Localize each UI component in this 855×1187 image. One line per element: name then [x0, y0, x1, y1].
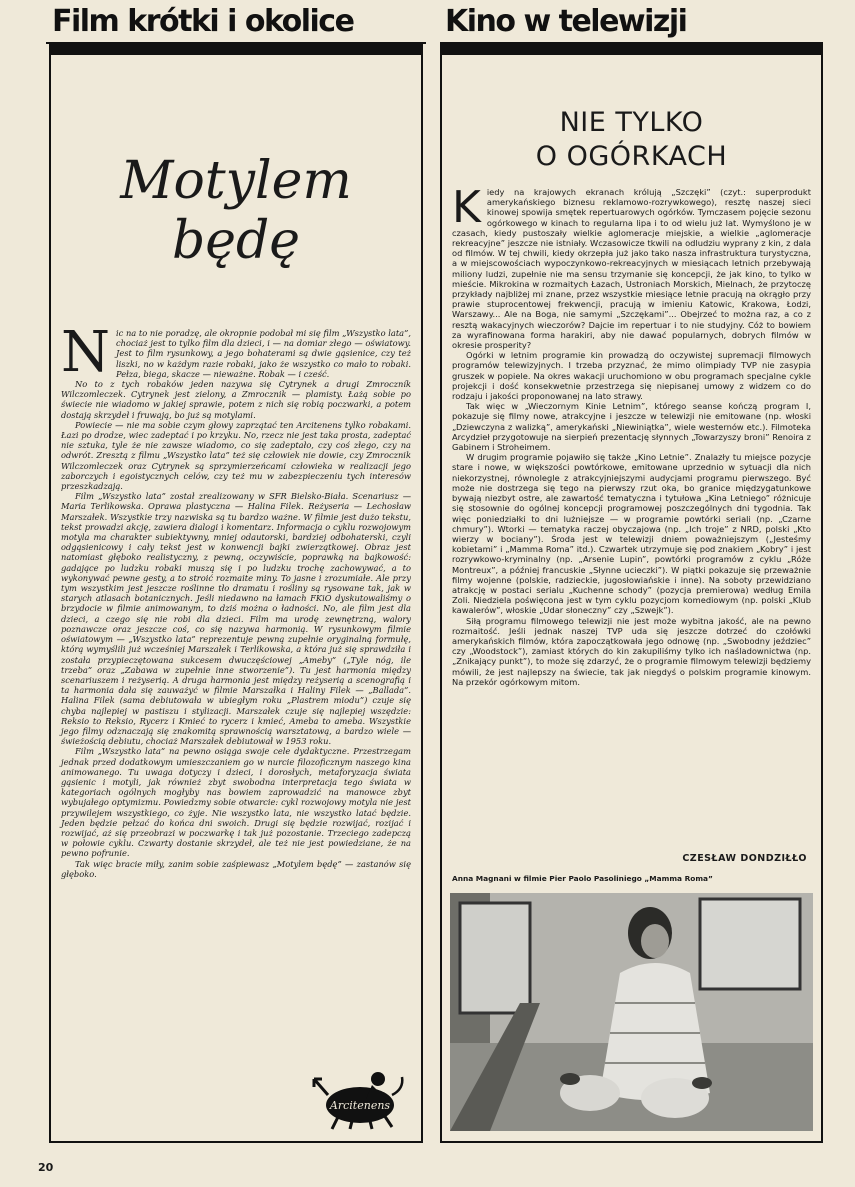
photo-caption: Anna Magnani w filmie Pier Paolo Pasoliniego „Mamma Roma” [452, 874, 713, 883]
article-body [61, 320, 411, 879]
drop-cap: N [61, 320, 110, 385]
author-name: CZESŁAW DONDZIŁŁO [682, 853, 807, 864]
film-still-image [450, 893, 813, 1131]
page-number: 20 [38, 1161, 54, 1174]
column-top-bar [51, 45, 421, 55]
paragraph: ic na to nie poradzę, ale okropnie podobał mi się film „Wszystko lata”, chociaż jest to tylko film dla dzieci, i — na domiar złego — oświatowy. Jest to film rysunkowy, a jego bohaterami są dwie gąsienice, czy też liszki, no w każdym razie robaki, jako że wszystko co mało to robaki. Pełza, biega, skacze — nieważne. Robak — i cześć. [116, 328, 411, 379]
paragraph: Powiecie — nie ma sobie czym głowy zaprzątać ten Arcitenens tylko robakami. Łazi po drodze, wiec zadeptać i po krzyku. No, rzecz nie jest taka prosta, zadeptać nie sztuka, tyle że nie zawsze wiadomo, co się zadeptało, czy coś złego, czy na odwrót. Zresztą z filmu „Wszystko lata” też się człowiek nie dowie, czy Zmrocznik Wilczomleczek oraz Cytrynek są sprzymierzeńcami człowieka w realizacji jego zaborczych i egoistycznych celów, czy też mu w zabezpieczeniu tych interesów przeszkadzają. [61, 419, 411, 492]
article-title-line1: Motylem [120, 151, 352, 211]
paragraph: iedy na krajowych ekranach królują „Szczęki” (czyt.: superprodukt amerykańskiego biznesu reklamowo-rozrywkowego), resztę naszej sieci kinowej spowija smętek repertuarowych ogórków. Tymczasem pojęcie sezonu ogórkowego w kinach to regularna lipa i to od wielu już lat. Wymyślono je w czasach, kiedy pustoszały wielkie aglomeracje miejskie, a wielkie „aglomeracje rekreacyjne” jeszcze nie istniały. Wczasowicze tkwili na odludziu wyprany z kin, z dala od filmów. W tej chwili, kiedy okrzepła już jako tako nasza infrastruktura turystyczna, a w miejscowościach wypoczynkowo-rekreacyjnych w miesiącach letnich przebywają miliony ludzi, zupełnie nie ma sensu trzymanie się koncepcji, że jak kino, to tylko w mieście. Mikrokina w rozmaitych Łazach, Ustroniach Morskich, Mielnach, że przytoczę przykłady najbliżej mi znane, przez wszystkie miesiące letnie pracują na okrągło przy prawie stuprocentowej frekwencji, pracują w imieniu Katowic, Krakowa, Łodzi, Warszawy... Ale na Boga, nie samymi „Szczękami”... Obejrzeć to można raz, a co z resztą wakacyjnych wieczorów? Dajcie im repertuar i to nie studyjny. Cóż to bowiem za wyrafinowana forma harakiri, aby nie dawać popularnych, dobrych filmów w okresie prosperity? [452, 187, 811, 351]
paragraph: Film „Wszystko lata” został zrealizowany w SFR Bielsko-Biała. Scenariusz — Maria Terlikowska. Oprawa plastyczna — Halina Filek. Reżyseria — Lechosław Marszałek. Wszystkie trzy nazwiska są tu bardzo ważne. W filmie jest dużo tekstu, tekst prowadzi akcję, zawiera dialogi i komentarz. Informacja o cyklu rozwojowym motyla ma charakter subiektywny, mniej odautorski, bardziej odbohaterski, czyli odgąsienicowy i cały tekst jest w konwencji bajki zwierzątkowej. Obraz jest natomiast głęboko realistyczny, z pewną, oczywiście, poprawką na bajkowość: gadające po ludzku robaki muszą się i po ludzku trochę zachowywać, a to wykonywać pewne gesty, a to stroić rozmaite miny. To jasne i zrozumiałe. Ale przy tym wszystkim jest jeszcze roślinne tło dramatu i rośliny są rysowane tak, jak w starych atlasach botanicznych. Jeśli niedawno na łamach FKiO dyskutowaliśmy o brzydocie w filmie animowanym, to dziś można o ładności. No, ale film jest dla dzieci, a czego się nie robi dla dzieci. Film ma urodę zewnętrzną, walory poznawcze oraz jeszcze coś, co się nazywa harmonią. W rysunkowym filmie oświatowym — „Wszystko lata” reprezentuje pewną zupełnie oryginalną formułę, którą wymyślili już wcześniej Marszałek i Terlikowska, a która już się sprawdziła i została przypieczętowana sukcesem dwuczęściowej „Ameby” („Tyle nóg, ile trzeba” oraz „Zabawa w zupełnie inne stworzenie”). Tu jest harmonia między scenariuszem i reżyserią. A druga harmonia jest między reżyserią a scenografią i ta harmonia dała się zauważyć w filmie Marszałka i Haliny Filek — „Ballada”. Halina Filek (sama debiutowała w ubiegłym roku „Plastrem miodu”) czuje się chyba najlepiej w pastiszu i stylizacji. Marszałek czuje się najlepiej wszędzie: Reksio to Reksio, Rycerz i Kmieć to rycerz i kmieć, Ameba to ameba. Wszystkie jego filmy odznaczają się znakomitą sprawnością warsztatową, a bardzo wiele — świeżością debiutu, chociaż Marszałek debiutował w 1953 roku. [61, 491, 411, 747]
film-still-photo [450, 893, 813, 1131]
section-header-left: Film krótki i okolice [52, 4, 354, 39]
paragraph: Ogórki w letnim programie kin prowadzą do oczywistej supremacji filmowych programów telewizyjnych. I trzeba przyznać, że mimo olimpiady TVP nie zasypia gruszek w popiele. Na okres wakacji uruchomiono w obu programach specjalne cykle projekcji i dość konsekwetnie przestrzega się niepisanej umowy z widzem co do rodzaju i jakości proponowanej na lato strawy. [452, 350, 811, 402]
left-article [49, 43, 423, 1143]
paragraph: Siłą programu filmowego telewizji nie jest może wybitna jakość, ale na pewno rozmaitość. Jeśli jednak naszej TVP uda się jeszcze dotrzeć do czołówki amerykańskich filmów, która zapoczątkowała jego odnowę (np. „Swobodny jeździec” czy „Woodstock”), zamiast których do kin zakupiliśmy tylko ich naśladownictwa (np. „Znikający punkt”), to może się zdarzyć, że o programie filmowym telewizji będziemy mówili, że jest najlepszy na świecie, tak jak niegdyś o polskim programie kinowym. Na przekór ogórkowym mitom. [452, 615, 811, 687]
archer-logo-icon [308, 1065, 408, 1131]
section-header-right: Kino w telewizji [445, 4, 687, 39]
paragraph: No to z tych robaków jeden nazywa się Cytrynek a drugi Zmroczník Wilczomleczek. Cytrynek jest zielony, a Zmrocznik — plamisty. Łażą sobie po świecie nie wiadomo w jakiej sprawie, potem z nich się robią poczwarki, a potem dostają skrzydeł i fruwają, bo już są motylami. [61, 379, 411, 420]
paragraph: Film „Wszystko lata” na pewno osiąga swoje cele dydaktyczne. Przestrzegam jednak przed dodatkowym umieszczaniem go w nurcie filozoficznym naszego kina animowanego. Tu uwaga dotyczy i dzieci, i dorosłych, metaforyzacja świata gąsienic i motyli, jak również zbyt swobodna interpretacja tego świata w kategoriach ogólnych mogłyby nas bowiem zaprowadzić na manowce zbyt wybujałego optymizmu. Powiedzmy sobie otwarcie: cykl rozwojowy motyla nie jest przywilejem wszystkiego, co żyje. Nie wszystko lata, nie wszystko latać będzie. Jeden będzie pełzać do końca dni swoich. Drugi się będzie rozwijać, rozijać i rozwijać, aż się przeobrazi w poczwarkę i tak już pozostanie. Trzeciego zadepczą w połowie cyklu. Czwarty dostanie skrzydeł, ale też nie jest powiedziane, że na pewno pofrunie. [61, 746, 411, 859]
article-title-line1: NIE TYLKO [559, 107, 704, 138]
column-top-bar [442, 45, 821, 55]
paragraph: Tak więc w „Wieczornym Kinie Letnim”, którego seanse kończą program I, pokazuje się filmy nowe, atrakcyjne i jeszcze w telewizji nie emitowane (np. włoski „Dziewczyna z walizką”, amerykański „Niewiniątka”, wiele westernów etc.). Filmoteka Arcydzieł przygotowuje na sierpień prezentację słynnych „Towarzyszy broni” Renoira z Gabinem i Stroheimem. [452, 401, 811, 453]
article-title-line2: O OGÓRKACH [535, 141, 728, 172]
paragraph: W drugim programie pojawiło się także „Kino Letnie”. Znalazły tu miejsce pozycje stare i nowe, w większości powtórkowe, emitowane uprzednio w sytuacji dla nich niekorzystnej, równolegle z atrakcyjniejszymi audycjami programu pierwszego. Być może nie dostrzega się tego na pierwszy rzut oka, bo granice międzygatunkowe bywają niezbyt ostre, ale zawartość tematyczna i tytułowa „Kina Letniego” różnicuje się stosownie do ogólnej koncepcji programowej poszczególnych dni tygodnia. Tak więc poniedziałki to dni lużniejsze — w programie powtórki seriali (np. „Czarne chmury”). Wtorki — tematyka raczej obyczajowa (np. „Ich troje” z NRD, polski „Kto wierzy w bociany”). Środa jest w telewizji dniem poważniejszym („Jesteśmy kobietami” i „Mamma Roma” itd.). Czwartek utrzymuje się pod znakiem „Kobry” i jest rozrywkowo-kryminalny (np. „Arsenie Lupin”, powtórki programów z cyklu „Róże Montreux”, a później francuskie „Słynne ucieczki”). W piątki pokazuje się przeważnie filmy wojenne (polskie, radzieckie, jugosłowiańskie i inne). Na soboty przewidziano atrakcję w postaci serialu „Kuchenne schody” (pozycja premierowa) według Emila Zoli. Niedziela poświęcona jest w tym cyklu pozycjom komediowym (np. polski „Klub kawalerów”, włoskie „Udar słoneczny” czy „Szwejk”). [452, 452, 811, 616]
paragraph: Tak więc bracie miły, zanim sobie zaśpiewasz „Motylem będę” — zastanów się głęboko. [61, 858, 411, 879]
article-title-line2: będę [171, 211, 301, 271]
logo-text: Arcitenens [329, 1099, 391, 1112]
drop-cap: K [452, 182, 481, 233]
right-article [440, 43, 823, 1143]
article-body [452, 182, 811, 687]
